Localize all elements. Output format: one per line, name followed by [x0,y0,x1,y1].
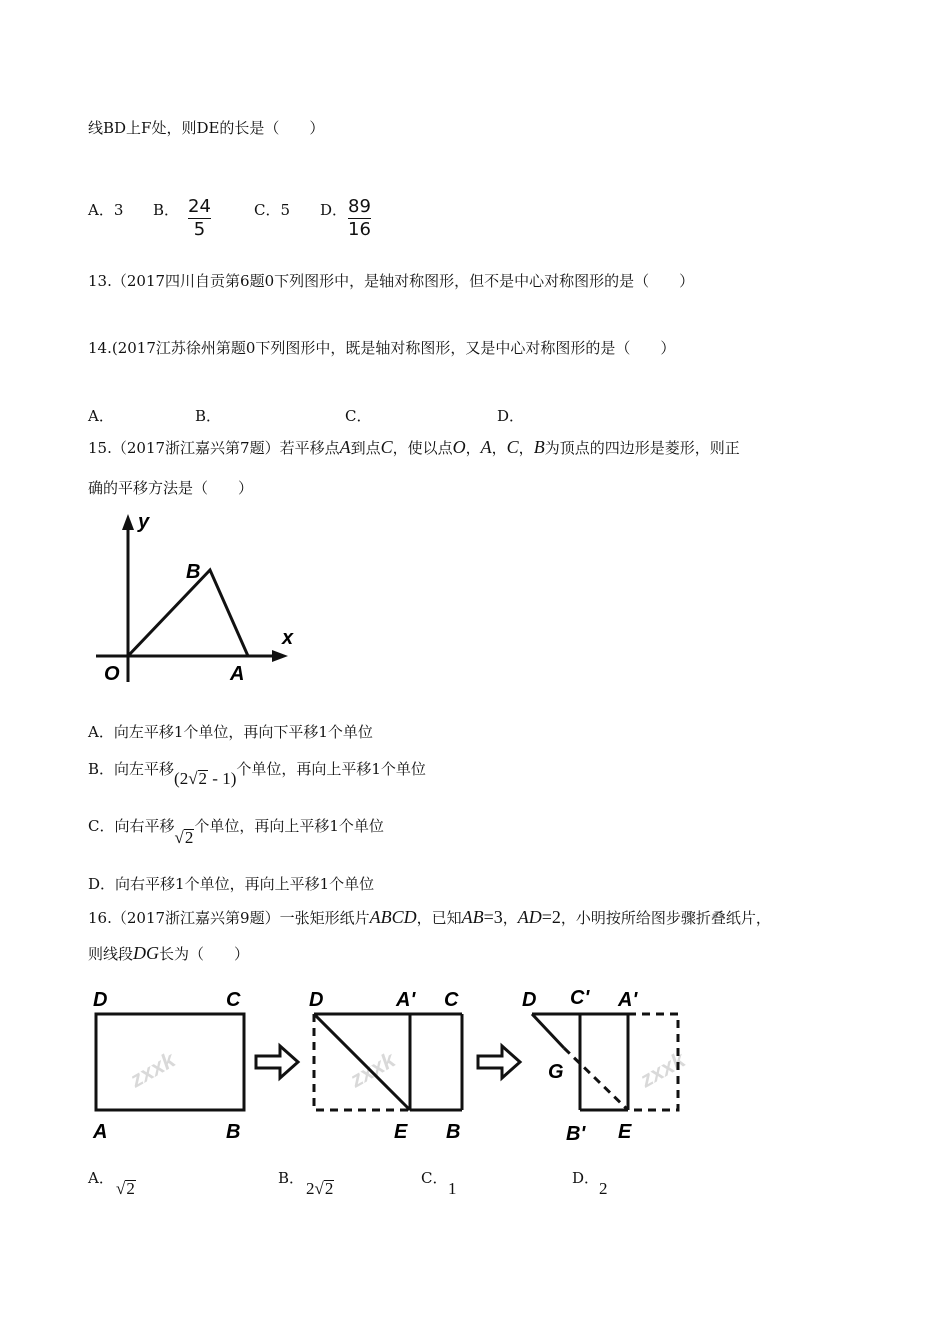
fraction-denominator: 16 [348,219,371,240]
q16-text-line1 [88,907,771,928]
option-b-math: (2√2 - 1) [174,769,237,788]
segment-dg: DG [133,943,160,963]
label-b-prime: B' [566,1123,586,1145]
radicand: 2 [126,1179,135,1198]
q16-option-d-label: D． [572,1169,600,1187]
label-e: E [618,1121,632,1143]
point-o: O [452,437,466,457]
q16-text-part: 长为（ ） [159,945,250,963]
q12-option-a: A．3 [88,201,124,219]
separator: ， [518,439,534,457]
q15-text-part: 到点 [350,439,381,457]
value-ab: =3 [483,907,503,927]
q13-text: 13.（2017四川自贡第6题0下列图形中，是轴对称图形，但不是中心对称图形的是（ ） [88,272,695,290]
q15-option-c [88,815,384,847]
separator: ， [465,439,481,457]
label-c: C [226,989,241,1011]
fraction-numerator: 24 [188,196,211,217]
y-axis-arrow [122,514,134,530]
watermark: zxxk [635,1046,690,1093]
rect-abcd: ABCD [369,907,417,927]
point-c: C [380,437,393,457]
label-a-prime: A' [396,989,416,1011]
separator: ， [502,909,518,927]
point-c: C [506,437,519,457]
label-b: B [446,1121,461,1143]
q16-option-b-label: B． [278,1169,305,1187]
q15-text-part: ，使以点 [392,439,453,457]
label-b: B [226,1121,241,1143]
q16-folding-figure [88,982,698,1147]
option-c-prefix: C．向右平移 [88,817,175,835]
step-arrow [256,1046,298,1078]
fraction-denominator: 5 [193,219,206,240]
math-part: - 1) [208,769,237,788]
q16-option-c-value: 1 [448,1179,457,1198]
q12-option-d-fraction [348,197,371,240]
q15-coordinate-figure [88,510,308,695]
q15-option-b [88,758,426,788]
label-g: G [548,1061,564,1083]
math-part: (2 [174,769,189,788]
segment-ad: AD [517,907,542,927]
label-d: D [93,989,108,1011]
q12-option-b-fraction [188,197,211,240]
segment-ab: AB [461,907,484,927]
q15-text-line1 [88,437,740,458]
q15-text-part: 为顶点的四边形是菱形，则正 [544,439,740,457]
q16-text-part: 则线段 [88,945,134,963]
label-a: A [93,1121,108,1143]
option-b-suffix: 个单位，再向上平移1个单位 [236,760,426,778]
q16-option-c-label: C． [421,1169,448,1187]
q16-text-line2 [88,943,249,964]
coefficient: 2 [306,1179,315,1198]
radicand: 2 [184,828,194,847]
origin-label: O [104,663,120,685]
q16-text-part: ，已知 [416,909,462,927]
label-c-prime: C' [570,987,590,1009]
q15-option-a: A．向左平移1个单位，再向下平移1个单位 [88,723,373,741]
q15-text-part: 15.（2017浙江嘉兴第7题）若平移点 [88,439,340,457]
x-axis-arrow [272,650,288,662]
option-b-prefix: B．向左平移 [88,760,175,778]
point-b-label: B [186,561,201,583]
radicand: 2 [324,1179,334,1198]
q16-option-b-math: 2√2 [306,1179,334,1198]
label-e: E [394,1121,408,1143]
point-b: B [533,437,545,457]
q16-option-d-value: 2 [599,1179,608,1198]
fraction-numerator: 89 [348,196,371,217]
separator: ， [491,439,507,457]
fold-line-de [314,1014,410,1110]
q15-text-line2: 确的平移方法是（ ） [88,479,254,497]
value-ad: =2 [541,907,561,927]
hidden-fold-line [564,1048,628,1110]
step-arrow [478,1046,520,1078]
q16-text-part: 16.（2017浙江嘉兴第9题）一张矩形纸片 [88,909,370,927]
label-d: D [309,989,324,1011]
q16-option-a-label: A． [88,1169,114,1187]
point-a: A [339,437,351,457]
q14-option-d: D． [497,407,525,425]
watermark: zxxk [125,1046,180,1093]
y-axis-label: y [138,511,150,533]
point-a: A [480,437,492,457]
label-d: D [522,989,537,1011]
label-a-prime: A' [618,989,638,1011]
q12-option-b-label: B． [153,201,180,219]
segment-dg-line [532,1014,564,1048]
q12-continuation: 线BD上F处，则DE的长是（ ） [88,119,325,137]
q14-option-a: A． [88,407,114,425]
q14-option-c: C． [345,407,372,425]
watermark: zxxk [345,1046,400,1093]
label-c: C [444,989,459,1011]
q14-text: 14.(2017江苏徐州第题0下列图形中，既是轴对称图形，又是中心对称图形的是（ ） [88,339,676,357]
option-c-suffix: 个单位，再向上平移1个单位 [194,817,384,835]
q12-option-c: C．5 [254,201,291,219]
q15-option-d: D．向右平移1个单位，再向上平移1个单位 [88,875,375,893]
q12-option-d-label: D． [320,201,348,219]
option-c-math: √2 [174,828,194,847]
q14-option-b: B． [195,407,222,425]
q16-option-a-math: √2 [116,1179,135,1198]
q16-text-part: ，小明按所给图步骤折叠纸片， [560,909,771,927]
point-a-label: A [230,663,245,685]
radicand: 2 [198,769,208,788]
x-axis-label: x [282,627,294,649]
